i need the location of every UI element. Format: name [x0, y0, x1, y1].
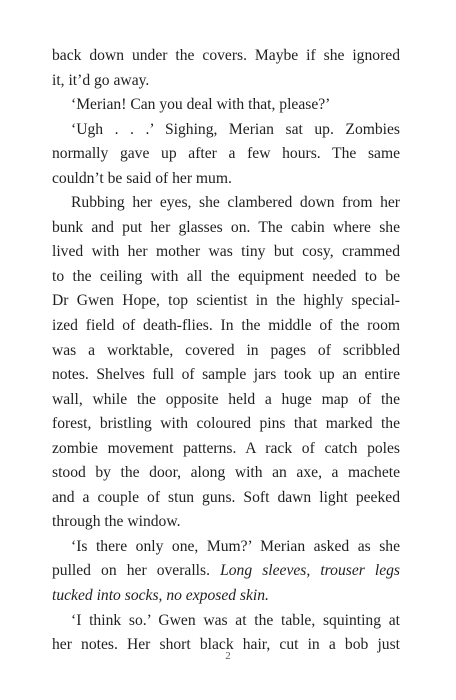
- text-line: [52, 584, 400, 609]
- text-line: [52, 191, 400, 216]
- text-line-roman: through the window.: [52, 513, 181, 531]
- body-text: [52, 44, 400, 658]
- text-line: [52, 69, 400, 94]
- text-line: [52, 118, 400, 143]
- text-line: [52, 559, 400, 584]
- text-line: [52, 486, 400, 511]
- text-line-roman: to the ceiling with all the equipment needed to be: [52, 267, 400, 285]
- page-number: 2: [225, 650, 231, 662]
- text-line-roman: lived with her mother was tiny but cosy, crammed: [52, 243, 400, 261]
- text-line-roman: back down under the covers. Maybe if she ignored: [52, 47, 400, 64]
- text-line: [52, 240, 400, 265]
- text-line-italic: Long sleeves, trouser legs: [220, 562, 401, 580]
- text-line: [52, 314, 400, 339]
- text-line: [52, 412, 400, 437]
- text-line: [52, 461, 400, 486]
- text-line-roman: wall, while the opposite held a huge map of the: [52, 390, 400, 408]
- text-line-roman: Dr Gwen Hope, top scientist in the highly special-: [52, 292, 400, 310]
- text-line-roman: stood by the door, along with an axe, a machete: [52, 464, 400, 482]
- text-line: [52, 437, 400, 462]
- text-line-roman: Rubbing her eyes, she clambered down from her: [71, 194, 400, 212]
- text-line: [52, 289, 400, 314]
- text-line: [52, 44, 400, 69]
- text-line: [52, 609, 400, 634]
- text-line-roman: ‘Merian! Can you deal with that, please?’: [71, 96, 331, 114]
- text-line-roman: bunk and put her glasses on. The cabin where she: [52, 218, 400, 236]
- text-line-roman: notes. Shelves full of sample jars took up an entire: [52, 366, 400, 384]
- text-line: [52, 388, 400, 413]
- text-line: [52, 167, 400, 192]
- text-line: [52, 339, 400, 364]
- text-line-roman: couldn’t be said of her mum.: [52, 169, 232, 187]
- text-line-roman: pulled on her overalls.: [52, 562, 221, 580]
- text-line-roman: normally gave up after a few hours. The same: [52, 145, 400, 163]
- text-line-roman: ‘Ugh . . .’ Sighing, Merian sat up. Zombies: [71, 120, 400, 138]
- text-line-roman: ized field of death-flies. In the middle of the room: [52, 317, 400, 335]
- text-line-roman: zombie movement patterns. A rack of catch poles: [52, 439, 400, 457]
- text-line-italic: tucked into socks, no exposed skin.: [52, 587, 269, 605]
- text-line-roman: ‘I think so.’ Gwen was at the table, squinting at: [71, 611, 400, 629]
- text-line-roman: it, it’d go away.: [52, 71, 150, 89]
- text-line: [52, 535, 400, 560]
- text-line-roman: was a worktable, covered in pages of scribbled: [52, 341, 400, 359]
- text-line: [52, 265, 400, 290]
- text-line: [52, 216, 400, 241]
- text-line-roman: forest, bristling with coloured pins that marked the: [52, 415, 400, 433]
- text-line: [52, 363, 400, 388]
- text-line: [52, 510, 400, 535]
- text-line: [52, 142, 400, 167]
- text-line-roman: and a couple of stun guns. Soft dawn light peeked: [52, 488, 400, 506]
- text-line: [52, 93, 400, 118]
- text-line-roman: her notes. Her short black hair, cut in a bob just: [52, 636, 400, 654]
- text-line-roman: ‘Is there only one, Mum?’ Merian asked as she: [71, 537, 400, 555]
